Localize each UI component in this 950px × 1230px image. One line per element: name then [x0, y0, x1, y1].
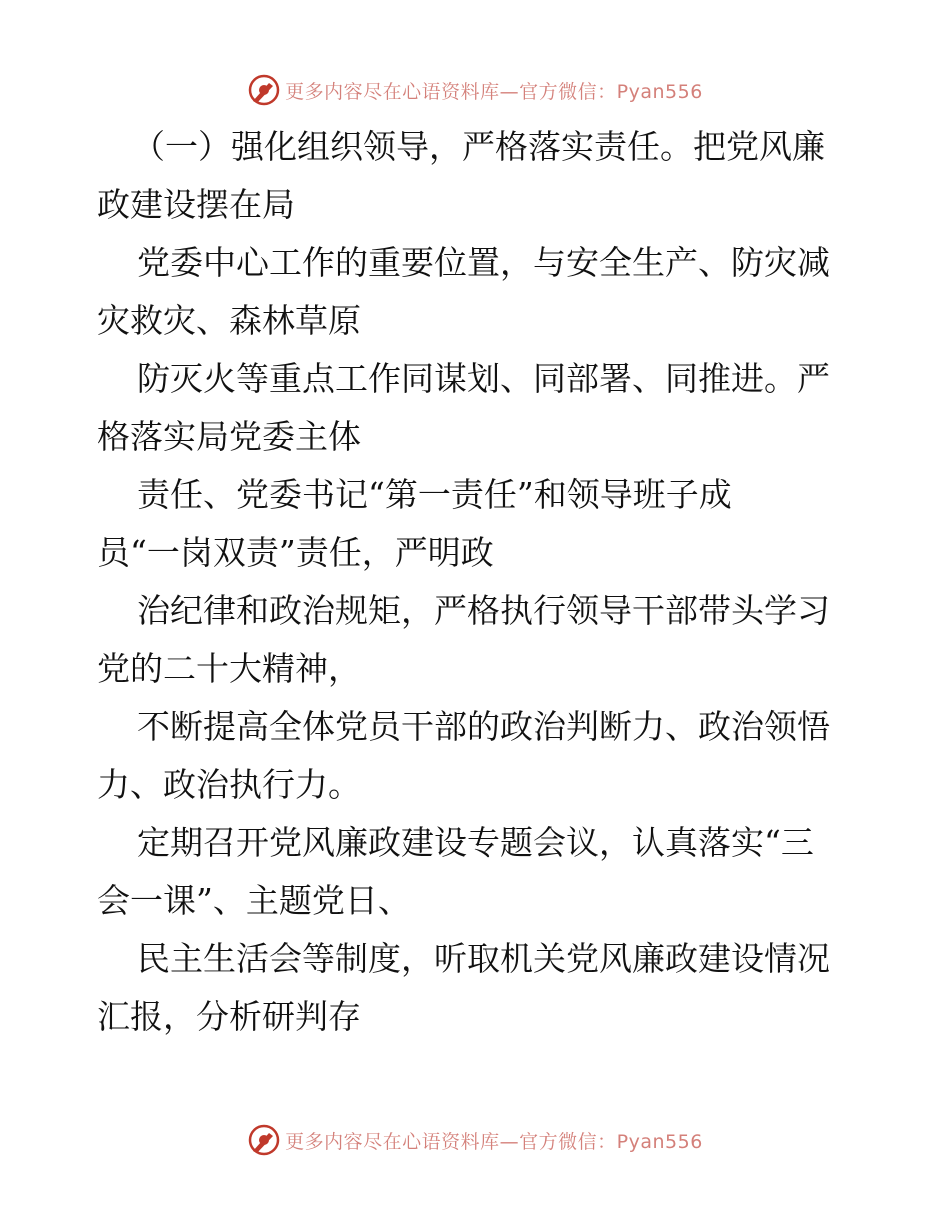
paragraph-line: 党的二十大精神， [97, 649, 361, 688]
paragraph [97, 350, 857, 466]
paragraph [97, 930, 857, 1046]
paragraph-line: 汇报，分析研判存 [97, 997, 361, 1036]
paragraph-line: 格落实局党委主体 [97, 417, 361, 456]
paragraph [97, 234, 857, 350]
paragraph-line: 政建设摆在局 [97, 185, 295, 224]
paragraph-line: 会一课”、主题党日、 [97, 881, 411, 920]
paragraph-line: 不断提高全体党员干部的政治判断力、政治领悟 [137, 707, 830, 746]
header-watermark [0, 70, 950, 110]
paragraph [97, 582, 857, 698]
paragraph-line: 力、政治执行力。 [97, 765, 361, 804]
paragraph [97, 698, 857, 814]
paragraph-line: 民主生活会等制度，听取机关党风廉政建设情况 [137, 939, 830, 978]
pen-logo-icon [247, 1123, 281, 1157]
paragraph-line: 灾救灾、森林草原 [97, 301, 361, 340]
paragraph-line: （一）强化组织领导，严格落实责任。把党风廉 [132, 127, 825, 166]
paragraph-line: 治纪律和政治规矩，严格执行领导干部带头学习 [137, 591, 830, 630]
paragraph-line: 党委中心工作的重要位置，与安全生产、防灾减 [137, 243, 830, 282]
paragraph [97, 466, 857, 582]
pen-logo-icon [247, 73, 281, 107]
paragraph-line: 定期召开党风廉政建设专题会议，认真落实“三 [137, 823, 814, 862]
paragraph-line: 员“一岗双责”责任，严明政 [97, 533, 494, 572]
paragraph-line: 责任、党委书记“第一责任”和领导班子成 [137, 475, 732, 514]
document-body [97, 118, 857, 1046]
watermark-text: 更多内容尽在心语资料库—官方微信：Pyan556 [285, 1130, 703, 1153]
paragraph [97, 814, 857, 930]
watermark-text: 更多内容尽在心语资料库—官方微信：Pyan556 [285, 80, 703, 103]
paragraph-line: 防灭火等重点工作同谋划、同部署、同推进。严 [137, 359, 830, 398]
paragraph [97, 118, 857, 234]
footer-watermark [0, 1120, 950, 1160]
